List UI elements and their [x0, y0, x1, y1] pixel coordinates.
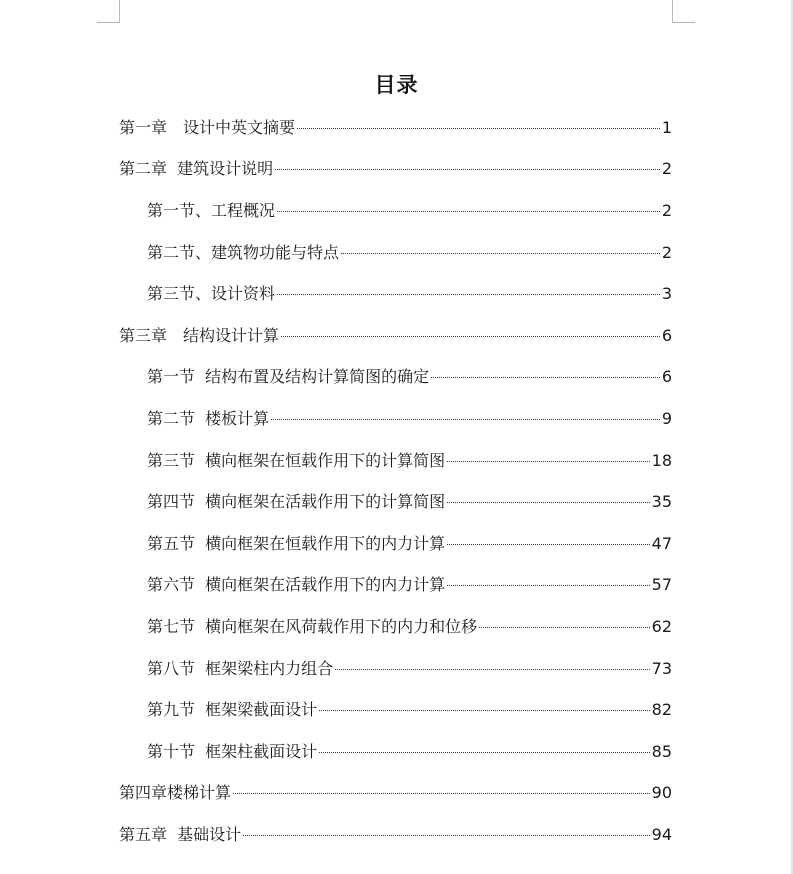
table-of-contents: [0, 107, 793, 856]
toc-dot-leader: [243, 835, 649, 836]
toc-chapter-entry[interactable]: [0, 149, 793, 191]
toc-page-number: 35: [651, 492, 672, 512]
toc-page-number: 94: [651, 824, 672, 844]
toc-dot-leader: [319, 710, 649, 711]
toc-entry-line: [119, 824, 793, 846]
toc-dot-leader: [271, 419, 660, 420]
toc-dot-leader: [319, 752, 649, 753]
toc-dot-leader: [431, 377, 660, 378]
toc-dot-leader: [447, 585, 649, 586]
toc-section-entry[interactable]: [0, 648, 793, 690]
toc-section-entry[interactable]: [0, 440, 793, 482]
toc-section-entry[interactable]: [0, 689, 793, 731]
toc-title: 目录: [374, 73, 419, 97]
toc-page-number: 62: [651, 616, 672, 636]
toc-entry-line: [147, 242, 793, 264]
toc-entry-line: [147, 699, 793, 721]
toc-entry-line: [147, 283, 793, 305]
toc-section-entry[interactable]: [0, 481, 793, 523]
toc-chapter-entry[interactable]: [0, 773, 793, 815]
toc-entry-line: [119, 158, 793, 180]
toc-dot-leader: [335, 669, 649, 670]
toc-entry-line: [147, 366, 793, 388]
toc-section-entry[interactable]: [0, 565, 793, 607]
toc-section-entry[interactable]: [0, 232, 793, 274]
toc-chapter-entry[interactable]: [0, 814, 793, 856]
toc-dot-leader: [479, 627, 649, 628]
toc-section-entry[interactable]: [0, 398, 793, 440]
toc-page-number: 9: [661, 408, 672, 428]
toc-dot-leader: [341, 253, 660, 254]
toc-page-number: 73: [651, 658, 672, 678]
toc-dot-leader: [447, 502, 649, 503]
toc-section-entry[interactable]: [0, 190, 793, 232]
toc-entry-line: [147, 574, 793, 596]
toc-entry-line: [147, 741, 793, 763]
toc-entry-label: 第一节 结构布置及结构计算简图的确定: [147, 367, 430, 387]
toc-entry-label: 第一章 设计中英文摘要: [119, 117, 296, 137]
toc-entry-label: 第三节 横向框架在恒载作用下的计算简图: [147, 450, 446, 470]
toc-entry-line: [147, 658, 793, 680]
toc-entry-label: 第十节 框架柱截面设计: [147, 741, 318, 761]
toc-page-number: 2: [661, 159, 672, 179]
toc-section-entry[interactable]: [0, 273, 793, 315]
toc-entry-label: 第二节 楼板计算: [147, 408, 270, 428]
toc-dot-leader: [281, 336, 660, 337]
toc-entry-label: 第四节 横向框架在活载作用下的计算简图: [147, 492, 446, 512]
toc-entry-label: 第五节 横向框架在恒载作用下的内力计算: [147, 533, 446, 553]
toc-section-entry[interactable]: [0, 731, 793, 773]
toc-section-entry[interactable]: [0, 357, 793, 399]
toc-page-number: 1: [661, 117, 672, 137]
toc-entry-line: [119, 117, 793, 139]
toc-dot-leader: [233, 793, 650, 794]
toc-page-number: 85: [651, 741, 672, 761]
toc-entry-label: 第二节、建筑物功能与特点: [147, 242, 340, 262]
toc-dot-leader: [275, 169, 660, 170]
toc-chapter-entry[interactable]: [0, 107, 793, 149]
toc-entry-label: 第二章 建筑设计说明: [119, 159, 274, 179]
toc-dot-leader: [447, 461, 649, 462]
toc-page-number: 47: [651, 533, 672, 553]
toc-page-number: 6: [661, 325, 672, 345]
toc-page-number: 18: [651, 450, 672, 470]
toc-dot-leader: [297, 128, 660, 129]
toc-entry-line: [147, 200, 793, 222]
toc-page-number: 57: [651, 575, 672, 595]
toc-entry-line: [147, 450, 793, 472]
toc-entry-line: [119, 782, 793, 804]
toc-entry-label: 第四章楼梯计算: [119, 783, 232, 803]
toc-entry-label: 第一节、工程概况: [147, 200, 276, 220]
toc-entry-label: 第三节、设计资料: [147, 284, 276, 304]
toc-page-number: 2: [661, 242, 672, 262]
toc-dot-leader: [447, 544, 649, 545]
toc-entry-line: [119, 325, 793, 347]
toc-chapter-entry[interactable]: [0, 315, 793, 357]
toc-entry-line: [147, 491, 793, 513]
toc-entry-label: 第八节 框架梁柱内力组合: [147, 658, 334, 678]
toc-entry-label: 第七节 横向框架在风荷载作用下的内力和位移: [147, 616, 478, 636]
toc-section-entry[interactable]: [0, 523, 793, 565]
toc-entry-label: 第五章 基础设计: [119, 824, 242, 844]
toc-page-number: 2: [661, 200, 672, 220]
toc-page-number: 90: [651, 783, 672, 803]
toc-entry-label: 第六节 横向框架在活载作用下的内力计算: [147, 575, 446, 595]
toc-page-number: 3: [661, 284, 672, 304]
toc-section-entry[interactable]: [0, 606, 793, 648]
toc-entry-label: 第三章 结构设计计算: [119, 325, 280, 345]
toc-entry-line: [147, 616, 793, 638]
toc-page-number: 82: [651, 700, 672, 720]
crop-mark-top-left: [97, 0, 120, 23]
toc-dot-leader: [277, 294, 660, 295]
toc-entry-line: [147, 408, 793, 430]
toc-entry-line: [147, 533, 793, 555]
crop-mark-top-right: [672, 0, 695, 23]
toc-page-number: 6: [661, 367, 672, 387]
toc-dot-leader: [277, 211, 660, 212]
toc-entry-label: 第九节 框架梁截面设计: [147, 700, 318, 720]
